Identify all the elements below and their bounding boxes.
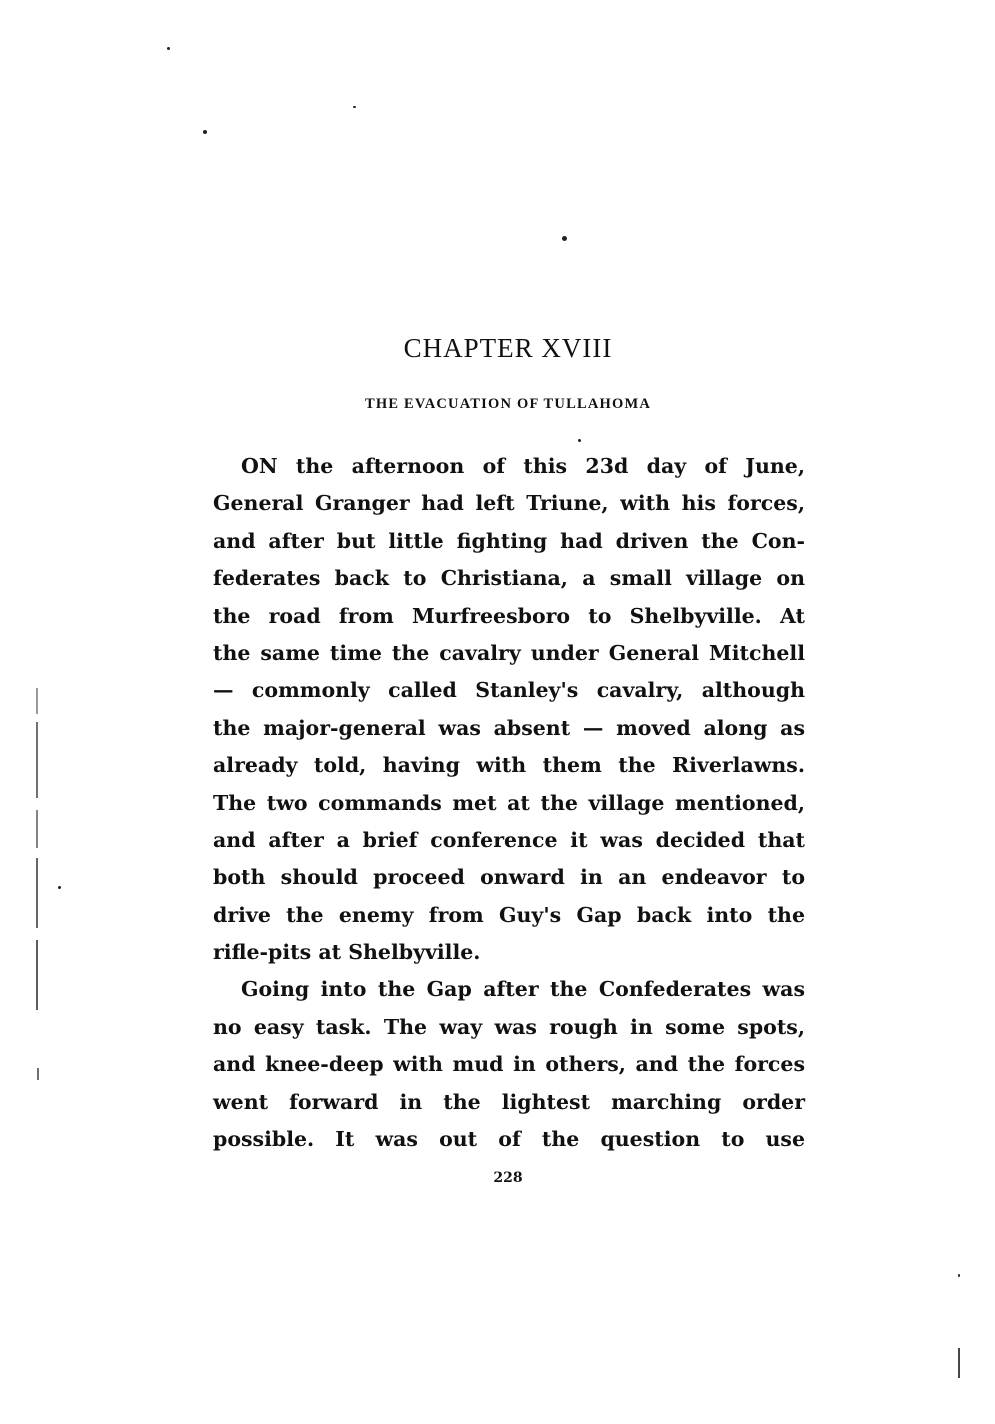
text-line: went forward in the lightest marching order xyxy=(213,1089,805,1114)
page-number: 228 xyxy=(493,1170,523,1186)
chapter-subtitle: THE EVACUATION OF TULLAHOMA xyxy=(364,396,652,412)
scan-margin-line xyxy=(36,858,38,928)
text-line: the same time the cavalry under General Mitchell xyxy=(213,640,805,665)
scan-speck xyxy=(58,886,61,889)
scan-margin-line xyxy=(36,722,38,798)
scan-margin-line xyxy=(36,688,38,714)
scan-margin-line xyxy=(37,1068,39,1080)
text-line: ON the afternoon of this 23d day of June, xyxy=(241,454,805,478)
text-line: no easy task. The way was rough in some spots, xyxy=(213,1014,805,1039)
text-line: drive the enemy from Guy's Gap back into the xyxy=(213,902,805,927)
scan-margin-line xyxy=(36,940,38,1010)
text-line: The two commands met at the village mentioned, xyxy=(213,790,805,815)
scan-margin-line xyxy=(958,1348,960,1378)
scan-speck xyxy=(167,47,170,50)
chapter-title: CHAPTER XVIII xyxy=(403,333,613,363)
text-line: both should proceed onward in an endeavor to xyxy=(213,865,805,890)
text-line: General Granger had left Triune, with his forces, xyxy=(213,491,805,516)
scan-speck xyxy=(578,439,581,442)
text-line: and knee-deep with mud in others, and the forces xyxy=(213,1052,805,1077)
paragraph xyxy=(213,448,805,971)
scan-speck xyxy=(562,236,567,241)
text-line: the major-general was absent — moved along as xyxy=(213,715,805,740)
text-line: Going into the Gap after the Confederates was xyxy=(241,977,805,1002)
scan-margin-line xyxy=(36,810,38,848)
text-line: possible. It was out of the question to use xyxy=(213,1127,805,1152)
scan-speck xyxy=(203,130,207,134)
text-line: — commonly called Stanley's cavalry, although xyxy=(213,678,805,703)
text-line: and after but little fighting had driven the Con- xyxy=(213,528,805,553)
scan-speck xyxy=(353,106,356,108)
text-line: federates back to Christiana, a small village on xyxy=(213,566,805,591)
text-line: and after a brief conference it was decided that xyxy=(213,827,805,852)
scan-speck xyxy=(958,1274,960,1277)
body-text xyxy=(213,448,805,1158)
text-line: rifle-pits at Shelbyville. xyxy=(213,940,481,965)
text-line: the road from Murfreesboro to Shelbyville. At xyxy=(213,603,805,628)
paragraph xyxy=(213,971,805,1158)
text-line: already told, having with them the Riverlawns. xyxy=(213,753,805,778)
